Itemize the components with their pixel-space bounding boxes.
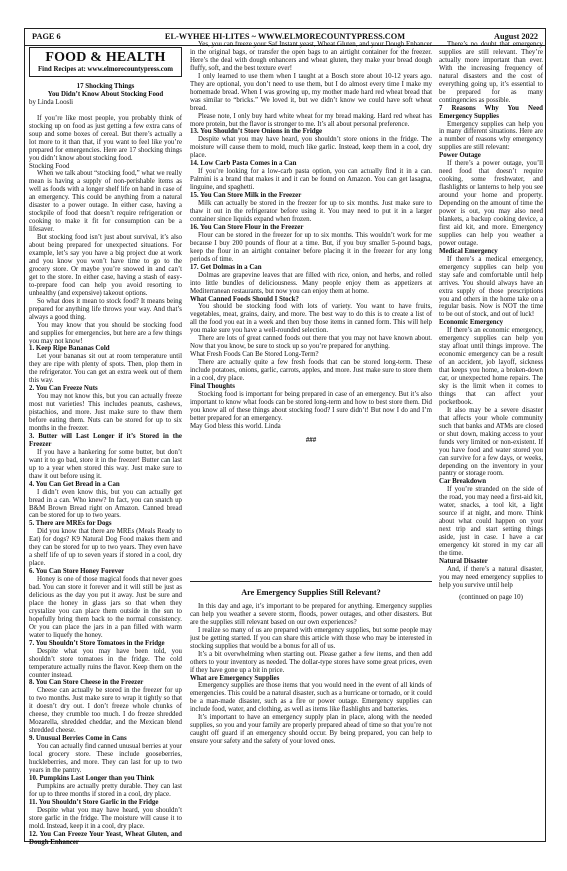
tip-text: If you have a hankering for some butter, but don’t want it to go bad, store it in the freezer! Butter can last up to a year when stored this way. Just make sure to thaw it out before using it. (29, 448, 182, 480)
section-heading: Medical Emergency (439, 247, 498, 255)
tip-text: Despite what you may have been told, you shouldn’t store tomatoes in the fridge. The cold temperature actually ruins the flavor. Keep them on the counter instead. (29, 647, 182, 679)
paragraph: You may know that you should be stocking food and supplies for emergencies, but here are a few things you may not know! (29, 321, 182, 345)
paragraph: It’s a bit overwhelming when starting out. Please gather a few items, and then add others to your inventory as needed. The dollar-type stores have some great prices, even if they have gone up a bit in price. (190, 650, 432, 674)
paragraph: So what does it mean to stock food? It means being prepared for anything life throws your way. And that’s always a good thing. (29, 297, 182, 321)
paragraph: Stocking food is important for being prepared in case of an emergency. But it’s also important to know what foods can be stored long-term and how to best store them. Did you know all of these things about stocking food? I sure didn’t! But now I do and I’m better prepared for an emergency. (190, 390, 432, 422)
paragraph: It’s important to have an emergency supply plan in place, along with the needed supplies, so you and your family are properly prepared ahead of time so that you’re not caught off guard if an emergency should occur. By being prepared, you can help to ensure your safety and the safety of your loved ones. (190, 714, 432, 746)
tip-heading: 11. You Shouldn’t Store Garlic in the Fridge (29, 798, 159, 806)
section-heading: Economic Emergency (439, 319, 504, 327)
column-3 (439, 41, 543, 839)
section-heading: What are Emergency Supplies (190, 674, 280, 682)
article-divider (190, 581, 432, 582)
tip-text: Flour can be stored in the freezer for up to six months. This wouldn’t work for me because I buy 200 pounds of flour at a time. But, if you buy smaller 5-pound bags, keep the flour in an airtight container before placing it in the freezer for any long periods of time. (190, 231, 432, 263)
byline: by Linda Loosli (29, 98, 74, 106)
paragraph: In this day and age, it’s important to be prepared for anything. Emergency supplies can help you weather a severe storm, floods, power outages, and other disasters. But are the supplies still relevant based on our own experiences? (190, 602, 432, 626)
tip-heading: 6. You Can Store Honey Forever (29, 568, 125, 576)
column-2 (190, 41, 432, 577)
paragraph: If there’s a medical emergency, emergency supplies can help you stay safe and comfortable until help arrives. You should always have an extra supply of those prescriptions you and others in the home take on a regular basis. Now is NOT the time to be out of stock, and out of luck! (439, 255, 543, 319)
tip-text: Please note, I only buy hard white wheat for my bread making. Hard red wheat has more protein, but the flavor is stronger to me. It’s all about personal preference. (190, 112, 432, 128)
sign-off: May God bless this world. Linda (190, 422, 281, 430)
tip-heading: 16. You Can Store Flour in the Freezer (190, 223, 304, 231)
article-2 (190, 587, 432, 839)
section-heading: 7 Reasons Why You Need Emergency Supplies (439, 104, 543, 120)
tip-heading: 4. You Can Get Bread in a Can (29, 480, 120, 488)
section-heading: Power Outage (439, 152, 481, 160)
tip-text: Honey is one of those magical foods that never goes bad. You can store it forever and it will still be just as delicious as the day you put it away. Just be sure and place the honey in glass jars so that when they crystalize you can place them outside in the sun to hopefully bring them back to the normal consistency. Or you can place the jars in a pan filled with warm water to liquefy the honey. (29, 576, 182, 639)
publication-title: EL-WYHEE HI-LITES ~ WWW.ELMORECOUNTYPRESS.COM (164, 32, 406, 41)
tip-text: Yes, you can freeze your Saf Instant yeast, Wheat Gluten, and your Dough Enhancer in the original bags, or transfer the open bags to an airtight container for the freezer. Here’s the deal with dough enhancers and wheat gluten, they make your bread dough fluffy, soft, and the best texture ever! (190, 41, 432, 72)
paragraph: It also may be a severe disaster that affects your whole community such that banks and ATMs are closed or shut down, making access to your funds very limited or non-existent. If you have food and water stored you can survive for a few days, or weeks, depending on the inventory in your pantry or storage room. (439, 406, 543, 478)
paragraph: You should be stocking food with lots of variety. You want to have fruits, vegetables, meat, grains, dairy, and more. The best way to do this is to create a list of all the food you eat in a week and then buy those items in canned form. This will help you make sure you have a well-rounded selection. (190, 303, 432, 335)
tip-heading: 3. Butter will Last Longer if it’s Stored in the Freezer (29, 432, 182, 448)
section-masthead (29, 47, 182, 77)
article-2-title: Are Emergency Supplies Still Relevant? (241, 588, 381, 597)
tip-heading: 10. Pumpkins Last Longer than you Think (29, 774, 155, 782)
article-headline: You Didn’t Know About Stocking Food (47, 90, 164, 98)
paragraph: If you’re stranded on the side of the road, you may need a first-aid kit, water, snacks, a tool kit, a light source if at night, and more. Think about what could happen on your next trip and start setting things aside, just in case. I have a car emergency kit stored in my car all the time. (439, 486, 543, 557)
paragraph: If there’s a power outage, you’ll need food that doesn’t require cooking, some freshwater, and flashlights or lanterns to help you see around your home and property. Depending on the amount of time the power is out, you may also need blankets, a backup cooking device, a first aid kit, and more. Emergency supplies can help you weather a power outage. (439, 160, 543, 247)
paragraph: There are lots of great canned foods out there that you may not have known about. Now that you know, be sure to stock up so you’re prepared for anything. (190, 335, 432, 351)
tip-text: Despite what you may have heard, you shouldn’t store garlic in the fridge. The moisture will cause it to mold. Instead, keep it in a cool, dry place. (29, 806, 182, 830)
tip-heading: 7. You Shouldn’t Store Tomatoes in the Fridge (29, 639, 165, 647)
tip-text: Did you know that there are MREs (Meals Ready to Eat) for dogs? K9 Natural Dog Food makes them and they can be stored for up to two years. They even have a shelf life of up to seven years if stored in a cool, dry place. (29, 528, 182, 568)
paragraph: If you’re like most people, you probably think of stocking up on food as just getting a few extra cans of soup and some boxes of cereal. But there’s actually a lot more to it than that, if you want to feel like you’re prepared for emergencies. Here are 17 shocking things you didn’t know about stocking food. (29, 114, 182, 162)
tip-heading: 14. Low Carb Pasta Comes in a Can (190, 160, 297, 168)
end-mark: ### (305, 436, 317, 444)
tip-heading: 9. Unusual Berries Come in Cans (29, 735, 127, 743)
column-1 (29, 46, 182, 847)
article-kicker: 17 Shocking Things (76, 83, 135, 90)
paragraph: There’s no doubt that emergency supplies are still relevant. They’re actually more important than ever. With the increasing frequency of natural disasters and the cost of everything going up, it’s essential to be prepared for as many contingencies as possible. (439, 41, 543, 104)
section-title: FOOD & HEALTH (45, 50, 166, 65)
tip-text: Cheese can actually be stored in the freezer for up to two months. Just make sure to wrap it tightly so that it doesn’t dry out. I don’t freeze whole chunks of cheese, they crumble too much. I do freeze shredded Mozarella, shredded cheddar, and the Mexican blend shredded cheese. (29, 687, 182, 735)
tip-text: You can actually find canned unusual berries at your local grocery store. These include gooseberries, huckleberries, and more. They can last for up to two years in the pantry. (29, 743, 182, 774)
tip-heading: 17. Get Dolmas in a Can (190, 263, 262, 271)
paragraph: When we talk about “stocking food,” what we really mean is having a supply of non-perishable items as well as foods with a longer shelf life on hand in case of an emergency. This could be anything from a natural disaster to a power outage. In either case, having a stockpile of food that doesn’t require refrigeration or cooking to make it fit for consumption can be a lifesaver. (29, 170, 182, 234)
issue-date: August 2022 (493, 32, 538, 41)
tip-text: Let your bananas sit out at room temperature until they are ripe with plenty of spots. Then, plop them in the refrigerator. You can get an extra week out of them this way. (29, 353, 182, 385)
paragraph: But stocking food isn’t just about survival, it’s also about being prepared for unexpected situations. For example, let’s say you have a big project due at work and you know you won’t have time to go to the grocery store. Or maybe you’re snowed in and can’t get to the store. In either case, having a stash of easy-to-prepare food can help you avoid resorting to unhealthy (and expensive) takeout options. (29, 234, 182, 297)
tip-text: Pumpkins are actually pretty durable. They can last for up to three months if stored in a cool, dry place. (29, 782, 182, 798)
paragraph: Emergency supplies can help you in many different situations. Here are a number of reasons why emergency supplies are still relevant: (439, 120, 543, 152)
tip-heading: 2. You Can Freeze Nuts (29, 385, 98, 393)
paragraph: Emergency supplies are those items that you would need in the event of all kinds of emergencies. This could be a natural disaster, such as a hurricane or tornado, or it could be a man-made disaster, such as a fire or power outage. Emergency supplies can include food, water, and clothing, as well as items like flashlights and batteries. (190, 682, 432, 714)
section-heading: Final Thoughts (190, 382, 235, 390)
tip-text: I only learned to use them when I taught at a Bosch store about 10-12 years ago. They are optional, you don’t need to use them, but I do almost every time I make my homemade bread. When I was growing up, my mother made hard red wheat bread that was similar to “bricks.” We loved it, but we didn’t know we could have soft wheat bread. (190, 72, 432, 112)
section-subtitle: Find Recipes at: www.elmorecountypress.com (37, 66, 174, 73)
paragraph: I realize so many of us are prepared with emergency supplies, but some people may just be getting started. If you can share this article with those who may be interested in stocking supplies that would be a bonus for all of us. (190, 626, 432, 650)
tip-text: If you’re looking for a low-carb pasta option, you can actually find it in a can. Palmini is a brand that makes it and it can be found on Amazon. You can get lasagna, linguine, and spaghetti. (190, 168, 432, 192)
section-heading: Car Breakdown (439, 478, 487, 486)
page-number: PAGE 6 (32, 32, 61, 41)
tip-text: I didn’t even know this, but you can actually get bread in a can. Who knew? In fact, you can snatch up B&M Brown Bread right on Amazon. Canned bread can be stored for up to two years. (29, 488, 182, 520)
paragraph: And, if there’s a natural disaster, you may need emergency supplies to help you survive until help (439, 565, 543, 589)
tip-heading: 15. You Can Store Milk in the Freezer (190, 192, 302, 200)
tip-text: Milk can actually be stored in the freezer for up to six months. Just make sure to thaw it out in the refrigerator before using it. You may need to put it in a larger container since liquids expand when frozen. (190, 200, 432, 223)
continued-note: (continued on page 10) (459, 593, 523, 601)
paragraph: There are actually quite a few fresh foods that can be stored long-term. These include potatoes, onions, garlic, carrots, apples, and more. Just make sure to store them in a cool, dry place. (190, 359, 432, 383)
tip-text: Despite what you may have heard, you shouldn’t store onions in the fridge. The moisture will cause them to mold, much like garlic. Instead, keep them in a cool, dry place. (190, 136, 432, 160)
section-heading: What Canned Foods Should I Stock? (190, 295, 299, 303)
tip-heading: 13. You Shouldn’t Store Onions in the Fridge (190, 128, 323, 136)
section-heading: Natural Disaster (439, 557, 488, 565)
section-heading: What Fresh Foods Can Be Stored Long-Term? (190, 351, 319, 359)
tip-heading: 1. Keep Ripe Bananas Cold (29, 345, 110, 353)
tip-heading: 12. You Can Freeze Your Yeast, Wheat Gluten, and Dough Enhancer (29, 830, 182, 846)
tip-text: Dolmas are grapevine leaves that are filled with rice, onion, and herbs, and rolled into little bundles of deliciousness. Many people enjoy them as appetizers at Mediterranean restaurants, but now you can enjoy them at home. (190, 271, 432, 295)
tip-heading: 5. There are MREs for Dogs (29, 520, 112, 528)
paragraph: If there’s an economic emergency, emergency supplies can help you stay afloat until things improve. The economic emergency can be a result of an accident, job layoff, sickness that keeps you home, a broken-down car, or unexpected home repairs. The sky is the limit when it comes to things that can affect your pocketbook. (439, 327, 543, 406)
subhead: Stocking Food (29, 162, 70, 170)
tip-heading: 8. You Can Store Cheese in the Freezer (29, 679, 144, 687)
tip-text: You may not know this, but you can actually freeze most nut varieties! This includes peanuts, cashews, pistachios, and more. Just make sure to thaw them before eating them. Nuts can be stored for up to six months in the freezer. (29, 393, 182, 432)
